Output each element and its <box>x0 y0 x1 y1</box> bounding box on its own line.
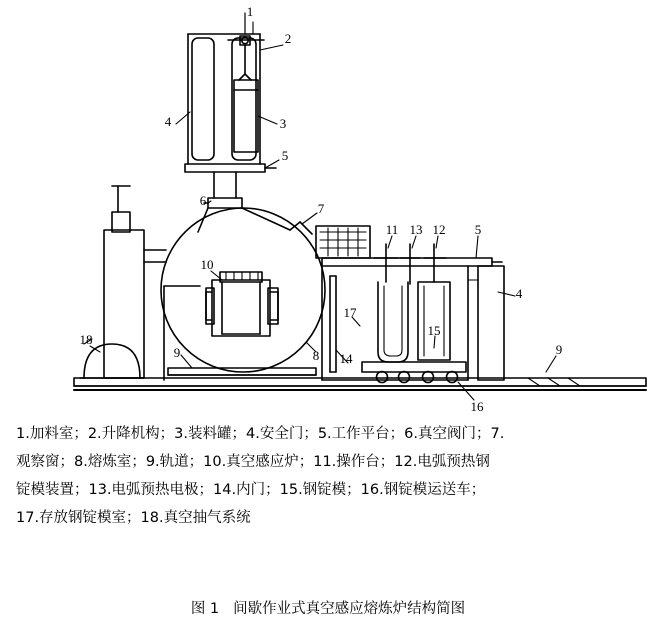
callout-7: 7 <box>317 201 325 216</box>
figure-caption <box>0 597 656 618</box>
legend-line-1: 1.加料室；2.升降机构；3.装料罐；4.安全门；5.工作平台；6.真空阀门；7. <box>16 426 505 442</box>
callout-16: 16 <box>470 399 484 414</box>
callout-5-top: 5 <box>281 148 289 163</box>
legend-line-2: 观察窗；8.熔炼室；9.轨道；10.真空感应炉；11.操作台；12.电弧预热钢 <box>16 454 490 470</box>
callout-1: 1 <box>246 4 254 19</box>
callout-8: 8 <box>312 348 320 363</box>
callout-12: 12 <box>432 222 446 237</box>
legend-line-4: 17.存放钢锭模室；18.真空抽气系统 <box>16 510 251 526</box>
callout-10: 10 <box>200 257 214 272</box>
figure-caption-label: 图 1 <box>190 601 220 617</box>
callout-18: 18 <box>79 332 93 347</box>
callout-5-right: 5 <box>474 222 482 237</box>
callout-2: 2 <box>284 31 292 46</box>
legend-line-3: 锭模装置；13.电弧预热电极；14.内门；15.钢锭模；16.钢锭模运送车； <box>16 482 486 498</box>
callout-9-left: 9 <box>173 345 181 360</box>
figure-legend <box>16 420 640 532</box>
callout-4-left: 4 <box>164 114 172 129</box>
callout-11: 11 <box>385 222 399 237</box>
callout-13: 13 <box>409 222 423 237</box>
callout-14: 14 <box>339 351 353 366</box>
callout-17: 17 <box>343 305 357 320</box>
callout-4-right: 4 <box>515 286 523 301</box>
callout-3: 3 <box>279 116 287 131</box>
callout-15: 15 <box>427 323 441 338</box>
callout-6: 6 <box>199 193 207 208</box>
figure-caption-title: 间歇作业式真空感应熔炼炉结构简图 <box>233 601 466 617</box>
callout-9-right: 9 <box>555 342 563 357</box>
